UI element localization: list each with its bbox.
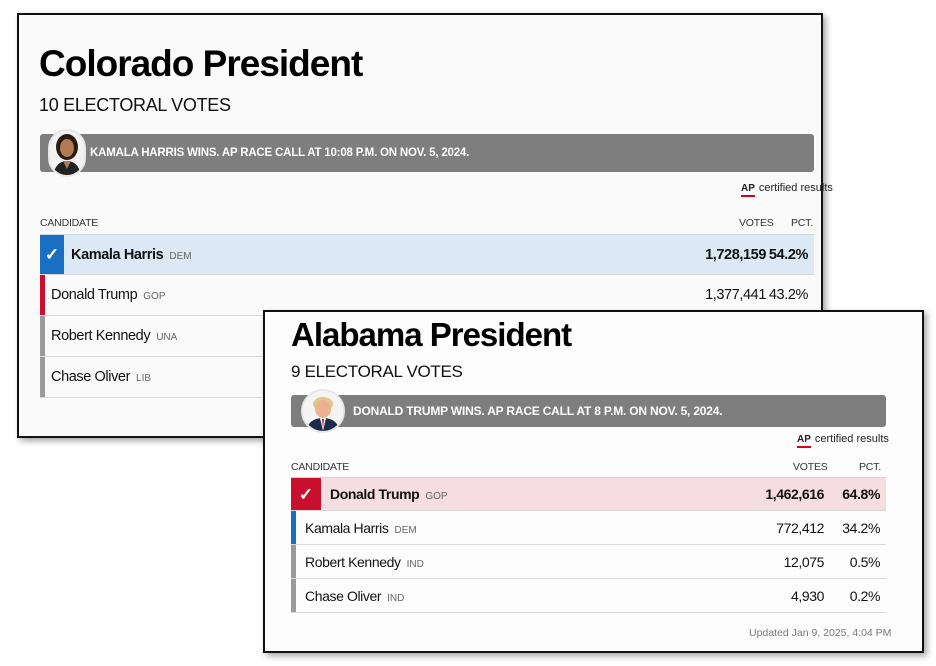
certified-results-text: certified results bbox=[814, 433, 889, 445]
winner-check-icon: ✓ bbox=[291, 478, 321, 510]
candidate-name: Chase Oliver IND bbox=[305, 587, 405, 604]
vote-count: 772,412 bbox=[776, 519, 824, 536]
pct-column-header: PCT. bbox=[859, 461, 881, 473]
party-label: DEM bbox=[394, 524, 417, 536]
party-label: DEM bbox=[169, 250, 192, 262]
party-color-bar bbox=[40, 275, 45, 315]
candidate-name: Donald Trump GOP bbox=[51, 287, 166, 303]
vote-count: 1,462,616 bbox=[765, 486, 824, 502]
updated-timestamp: Updated Jan 9, 2025, 4:04 PM bbox=[749, 627, 892, 639]
party-label: GOP bbox=[143, 291, 166, 302]
table-row bbox=[291, 477, 886, 511]
certified-results bbox=[797, 433, 889, 445]
electoral-votes-label: 9 ELECTORAL VOTES bbox=[291, 362, 463, 381]
party-label: IND bbox=[387, 592, 405, 604]
ap-logo: AP bbox=[741, 183, 755, 197]
vote-percent: 54.2% bbox=[768, 246, 808, 263]
vote-percent: 0.2% bbox=[849, 587, 880, 604]
page-title: Alabama President bbox=[291, 316, 572, 353]
vote-percent: 64.8% bbox=[842, 486, 880, 502]
table-row bbox=[291, 545, 886, 579]
votes-column-header: VOTES bbox=[793, 461, 828, 473]
winner-check-icon: ✓ bbox=[40, 235, 64, 274]
vote-percent: 0.5% bbox=[849, 553, 880, 570]
party-label: UNA bbox=[156, 332, 178, 343]
candidate-name: Robert Kennedy UNA bbox=[51, 328, 178, 344]
party-label: LIB bbox=[136, 373, 152, 384]
vote-count: 12,075 bbox=[783, 553, 824, 570]
party-color-bar bbox=[291, 545, 296, 578]
kamala-harris-avatar bbox=[48, 129, 86, 177]
vote-count: 1,377,441 bbox=[705, 287, 766, 303]
candidate-name: Robert Kennedy IND bbox=[305, 553, 424, 570]
vote-count: 1,728,159 bbox=[705, 246, 766, 263]
table-row bbox=[40, 234, 814, 275]
alabama-results-card bbox=[263, 310, 924, 653]
donald-trump-avatar bbox=[301, 389, 345, 433]
race-call-text: KAMALA HARRIS WINS. AP RACE CALL AT 10:08 P.M. ON NOV. 5, 2024. bbox=[90, 147, 470, 159]
party-color-bar bbox=[40, 316, 45, 356]
certified-results-text: certified results bbox=[758, 182, 833, 194]
candidate-name: Kamala Harris DEM bbox=[305, 519, 417, 536]
race-call-banner bbox=[40, 134, 814, 172]
certified-results bbox=[741, 182, 833, 194]
party-color-bar bbox=[40, 357, 45, 397]
vote-count: 4,930 bbox=[790, 587, 824, 604]
candidate-name: Chase Oliver LIB bbox=[51, 369, 152, 385]
candidate-column-header: CANDIDATE bbox=[40, 217, 99, 229]
vote-percent: 43.2% bbox=[768, 287, 808, 303]
race-call-banner bbox=[291, 395, 886, 427]
ap-logo: AP bbox=[797, 434, 811, 448]
candidate-name: Kamala Harris DEM bbox=[71, 246, 192, 263]
table-row bbox=[291, 511, 886, 545]
party-label: IND bbox=[406, 558, 424, 570]
candidate-name: Donald Trump GOP bbox=[330, 486, 448, 502]
race-call-text: DONALD TRUMP WINS. AP RACE CALL AT 8 P.M. ON NOV. 5, 2024. bbox=[353, 404, 723, 418]
electoral-votes-label: 10 ELECTORAL VOTES bbox=[39, 95, 231, 115]
party-label: GOP bbox=[425, 491, 448, 502]
page-title: Colorado President bbox=[39, 43, 363, 84]
pct-column-header: PCT. bbox=[791, 217, 813, 229]
party-color-bar bbox=[291, 579, 296, 612]
candidate-column-header: CANDIDATE bbox=[291, 461, 350, 473]
table-row bbox=[291, 579, 886, 613]
votes-column-header: VOTES bbox=[739, 217, 774, 229]
party-color-bar bbox=[291, 511, 296, 544]
vote-percent: 34.2% bbox=[842, 519, 880, 536]
